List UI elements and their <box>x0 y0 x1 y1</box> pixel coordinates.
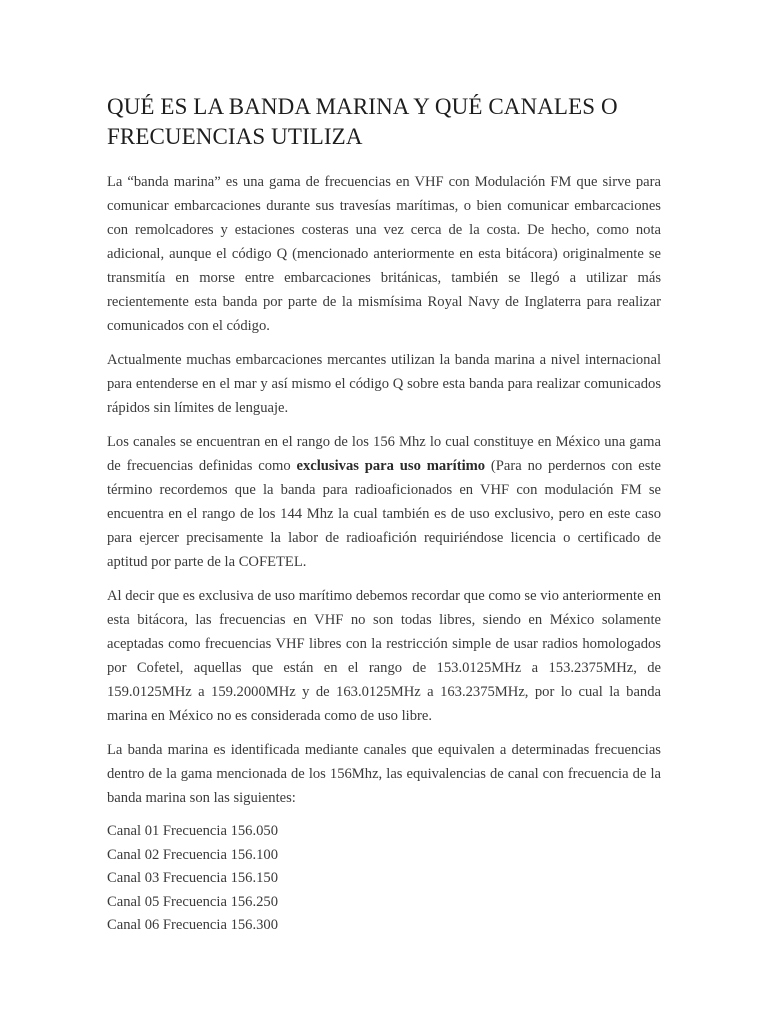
paragraph-channel-equivalence: La banda marina es identificada mediante canales que equivalen a determinadas frecuencias dentro de la gama mencionada de los 156Mhz, las equivalencias de canal con frecuencia de la banda marina son las siguientes: <box>107 742 661 806</box>
document-body <box>107 92 661 938</box>
emphasis-exclusive-maritime: exclusivas para uso marítimo <box>296 458 486 474</box>
paragraph-free-frequencies: Al decir que es exclusiva de uso marítimo debemos recordar que como se vio anteriormente en esta bitácora, las frecuencias en VHF no son todas libres, siendo en México solamente aceptadas como frecuencias VHF libres con la restricción simple de usar radios homologados por Cofetel, aquellas que están en el rango de 153.0125MHz a 153.2375MHz, de 159.0125MHz a 159.2000MHz y de 163.0125MHz a 163.2375MHz, por lo cual la banda marina en México no es considerada como de uso libre. <box>107 588 661 724</box>
channel-item: Canal 03 Frecuencia 156.150 <box>107 870 279 886</box>
paragraph-text: Los canales se encuentran en el rango de los 156 Mhz lo cual constituye en México una gama de frecuencias definidas como <box>107 434 661 474</box>
paragraph-intro: La “banda marina” es una gama de frecuencias en VHF con Modulación FM que sirve para comunicar embarcaciones durante sus travesías marítimas, o bien comunicar embarcaciones con remolcadores y estaciones costeras una vez cerca de la costa. De hecho, como nota adicional, aunque el código Q (mencionado anteriormente en esta bitácora) originalmente se transmitía en morse entre embarcaciones británicas, también se llegó a utilizar más recientemente esta banda por parte de la mismísima Royal Navy de Inglaterra para realizar comunicados con el código. <box>107 174 661 334</box>
channel-item: Canal 05 Frecuencia 156.250 <box>107 893 279 910</box>
channel-item: Canal 02 Frecuencia 156.100 <box>107 846 279 863</box>
paragraph-merchant-ships: Actualmente muchas embarcaciones mercantes utilizan la banda marina a nivel internacional para entenderse en el mar y así mismo el código Q sobre esta banda para realizar comunicados rápidos sin límites de lenguaje. <box>107 352 661 416</box>
page-title: QUÉ ES LA BANDA MARINA Y QUÉ CANALES O FRECUENCIAS UTILIZA <box>107 94 618 149</box>
channel-list <box>107 820 661 938</box>
channel-item: Canal 01 Frecuencia 156.050 <box>107 823 279 839</box>
paragraph-channel-range <box>107 430 661 574</box>
paragraph-text: (Para no perdernos con este término recordemos que la banda para radioaficionados en VHF con modulación FM se encuentra en el rango de los 144 Mhz la cual también es de uso exclusivo, pero en este caso para ejercer precisamente la labor de radioafición requiriéndose licencia o certificado de aptitud por parte de la COFETEL. <box>107 458 661 570</box>
channel-item: Canal 06 Frecuencia 156.300 <box>107 917 279 933</box>
